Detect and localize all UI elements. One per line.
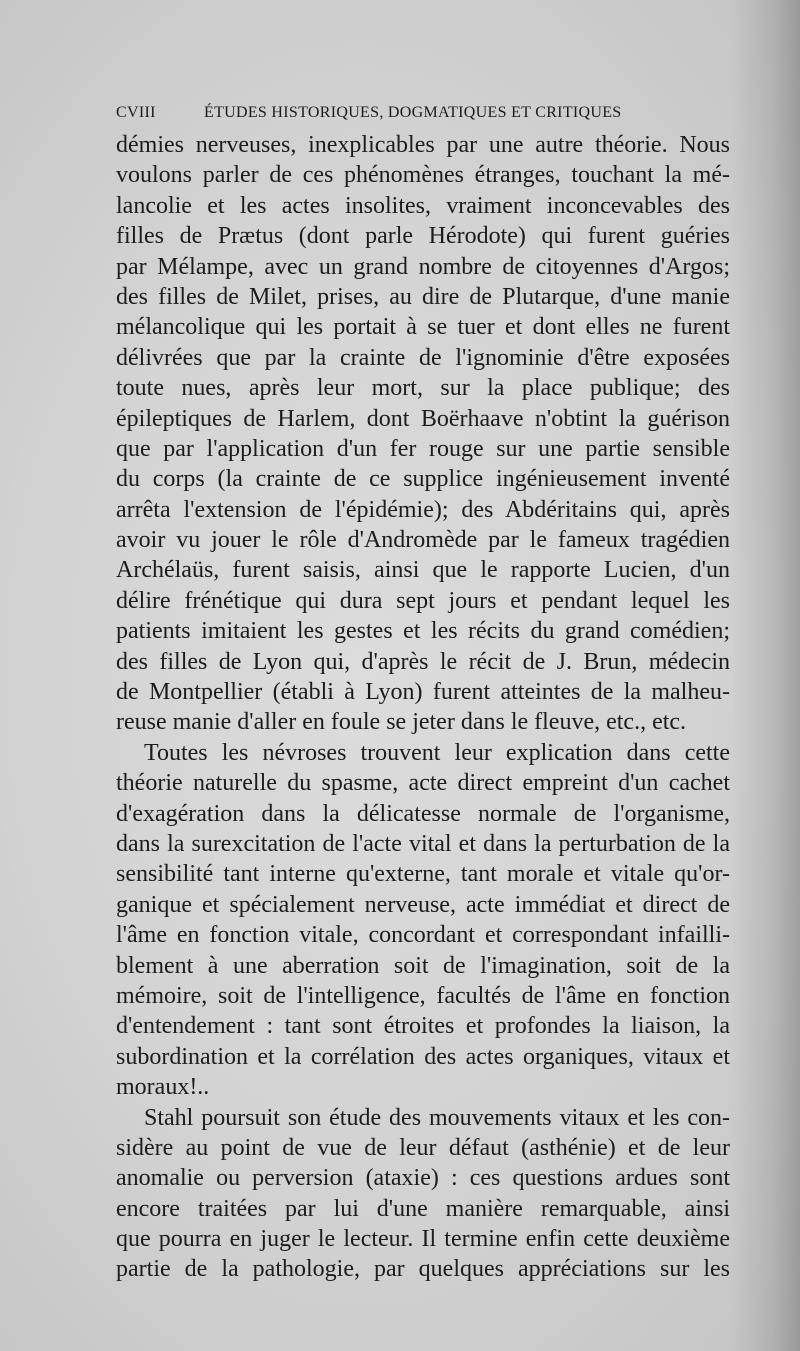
text-line: sidère au point de vue de leur défaut (asthénie) et de leur [116,1134,730,1161]
text-line: Stahl poursuit son étude des mouvements vitaux et les con- [144,1104,730,1131]
text-line: ganique et spécialement nerveuse, acte immédiat et direct de [116,891,730,918]
text-line: mémoire, soit de l'intelligence, facultés de l'âme en fonction [116,982,730,1009]
text-line: moraux!.. [116,1074,210,1101]
text-line: anomalie ou perversion (ataxie) : ces questions ardues sont [116,1165,730,1192]
text-line: filles de Prætus (dont parle Hérodote) qui furent guéries [116,223,730,250]
text-line: sensibilité tant interne qu'externe, tant morale et vitale qu'or- [116,861,730,888]
text-line: toute nues, après leur mort, sur la place publique; des [116,375,730,402]
body-text [116,130,730,1285]
text-line: par Mélampe, avec un grand nombre de citoyennes d'Argos; [116,253,730,280]
text-line: du corps (la crainte de ce supplice ingénieusement inventé [116,466,730,493]
page-edge-shadow [730,0,800,1351]
text-line: de Montpellier (établi à Lyon) furent atteintes de la malheu- [116,679,730,706]
text-line: Toutes les névroses trouvent leur explication dans cette [144,739,730,766]
text-line: des filles de Lyon qui, d'après le récit de J. Brun, médecin [116,648,730,675]
text-line: lancolie et les actes insolites, vraiment inconcevables des [116,192,730,219]
text-line: blement à une aberration soit de l'imagination, soit de la [116,952,730,979]
text-line: dans la surexcitation de l'acte vital et dans la perturbation de la [116,830,730,857]
text-line: encore traitées par lui d'une manière remarquable, ainsi [116,1195,730,1222]
text-line: que par l'application d'un fer rouge sur une partie sensible [116,435,730,462]
text-line: patients imitaient les gestes et les récits du grand comédien; [116,618,730,645]
text-line: reuse manie d'aller en foule se jeter dans le fleuve, etc., etc. [116,709,687,736]
text-line: arrêta l'extension de l'épidémie); des Abdéritains qui, après [116,496,730,523]
text-line: avoir vu jouer le rôle d'Andromède par le fameux tragédien [116,527,730,554]
page-header [116,100,726,130]
text-line: l'âme en fonction vitale, concordant et correspondant infailli- [116,922,730,949]
running-title: ÉTUDES HISTORIQUES, DOGMATIQUES ET CRITIQUES [204,104,622,121]
text-line: partie de la pathologie, par quelques appréciations sur les [116,1256,730,1283]
text-line: démies nerveuses, inexplicables par une autre théorie. Nous [116,132,730,158]
text-line: Archélaüs, furent saisis, ainsi que le rapporte Lucien, d'un [116,557,730,584]
text-line: que pourra en juger le lecteur. Il termine enfin cette deuxième [116,1226,730,1253]
text-line: délire frénétique qui dura sept jours et pendant lequel les [116,587,730,614]
text-line: d'entendement : tant sont étroites et profondes la liaison, la [116,1013,730,1040]
text-line: des filles de Milet, prises, au dire de Plutarque, d'une manie [116,283,730,310]
text-line: d'exagération dans la délicatesse normale de l'organisme, [116,800,730,827]
text-line: théorie naturelle du spasme, acte direct empreint d'un cachet [116,770,730,797]
text-line: épileptiques de Harlem, dont Boërhaave n'obtint la guérison [116,405,730,432]
text-line: délivrées que par la crainte de l'ignominie d'être exposées [116,344,730,371]
page-number: CVIII [116,104,156,121]
text-line: voulons parler de ces phénomènes étranges, touchant la mé- [116,162,730,189]
text-line: mélancolique qui les portait à se tuer et dont elles ne furent [116,314,730,341]
text-line: subordination et la corrélation des actes organiques, vitaux et [116,1043,730,1070]
